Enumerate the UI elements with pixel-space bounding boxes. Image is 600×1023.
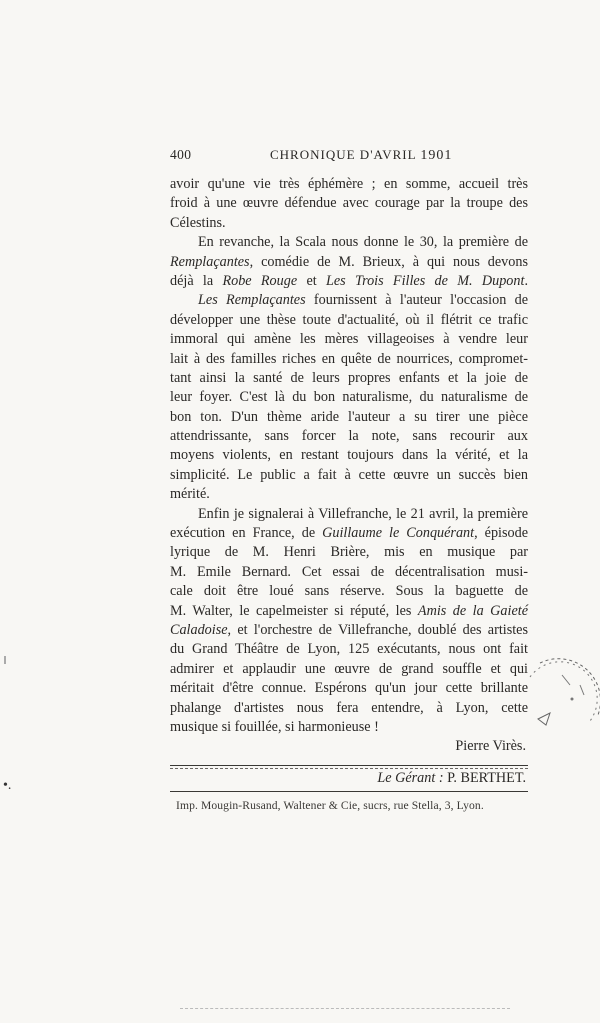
bottom-edge-dashes [180,1008,510,1009]
text-line: tant ainsi la santé de leurs propres enfants et la joie de [170,369,528,386]
running-title-text: CHRONIQUE D'AVRIL [270,147,417,162]
text-line: phalange d'artistes nous fera entendre, à Lyon, cette [170,699,528,716]
text-line: simplicité. Le public a fait à cette œuvre un succès bien [170,466,528,483]
margin-mark [4,656,6,664]
text-line: immoral qui amène les mères villageoises à vendre leur [170,331,528,348]
running-header [170,147,528,169]
running-title [270,147,452,164]
text-line: méritait d'être connue. Espérons qu'un jour cette brillante [170,680,528,697]
text-line: bon ton. D'un thème aride l'auteur a su tirer une pièce [170,408,528,425]
text-line: lait à des familles riches en quête de nourrices, compromet- [170,350,528,367]
text-line: avoir qu'une vie très éphémère ; en somme, accueil très [170,176,528,192]
text-line: M. Emile Bernard. Cet essai de décentralisation musi- [170,563,528,580]
footer-rule-dashed [170,768,528,769]
text-line: M. Walter, le capelmeister si réputé, les Amis de la Gaieté [170,602,528,619]
imprint-line: Imp. Mougin-Rusand, Waltener & Cie, sucrs, rue Stella, 3, Lyon. [176,799,484,812]
text-line: du Grand Théâtre de Lyon, 125 exécutants, nous ont fait [170,641,528,658]
text-line: déjà la Robe Rouge et Les Trois Filles de M. Dupont. [170,272,528,289]
text-line: mérité. [170,486,210,503]
footer-rule-top [170,765,528,766]
text-line: attendrissante, sans forcer la note, sans recourir aux [170,428,528,445]
margin-bullet: •. [3,778,12,793]
text-line: Caladoise, et l'orchestre de Villefranche, doublé des artistes [170,621,528,638]
text-line: lyrique de M. Henri Brière, mis en musique par [170,544,528,561]
text-line: En revanche, la Scala nous donne le 30, la première de [198,234,528,251]
gerant-line: Le Gérant : P. BERTHET. [377,770,526,786]
running-title-year: 1901 [420,148,453,163]
text-line: froid à une œuvre défendue avec courage par la troupe des [170,195,528,212]
body-text [170,175,528,757]
text-line: moyens violents, en restant toujours dans la vérité, et la [170,447,528,464]
page-number: 400 [170,147,192,162]
text-line: Célestins. [170,214,226,231]
text-line: développer une thèse toute d'actualité, où il flétrit ce trafic [170,311,528,328]
text-line: Enfin je signalerai à Villefranche, le 21 avril, la première [198,505,528,522]
footer-rule-bottom [170,791,528,792]
text-line: exécution en France, de Guillaume le Conquérant, épisode [170,525,528,542]
text-line: cale doit être loué sans réserve. Sous la baguette de [170,583,528,600]
text-line: leur foyer. C'est là du bon naturalisme, du naturalisme de [170,389,528,406]
text-line: Remplaçantes, comédie de M. Brieux, à qui nous devons [170,253,528,270]
signature: Pierre Virès. [455,738,526,755]
library-stamp-icon [510,655,600,755]
text-line: admirer et applaudir une œuvre de grand souffle et qui [170,660,528,677]
text-line: musique si fouillée, si harmonieuse ! [170,718,379,735]
text-line: Les Remplaçantes fournissent à l'auteur l'occasion de [198,292,528,309]
